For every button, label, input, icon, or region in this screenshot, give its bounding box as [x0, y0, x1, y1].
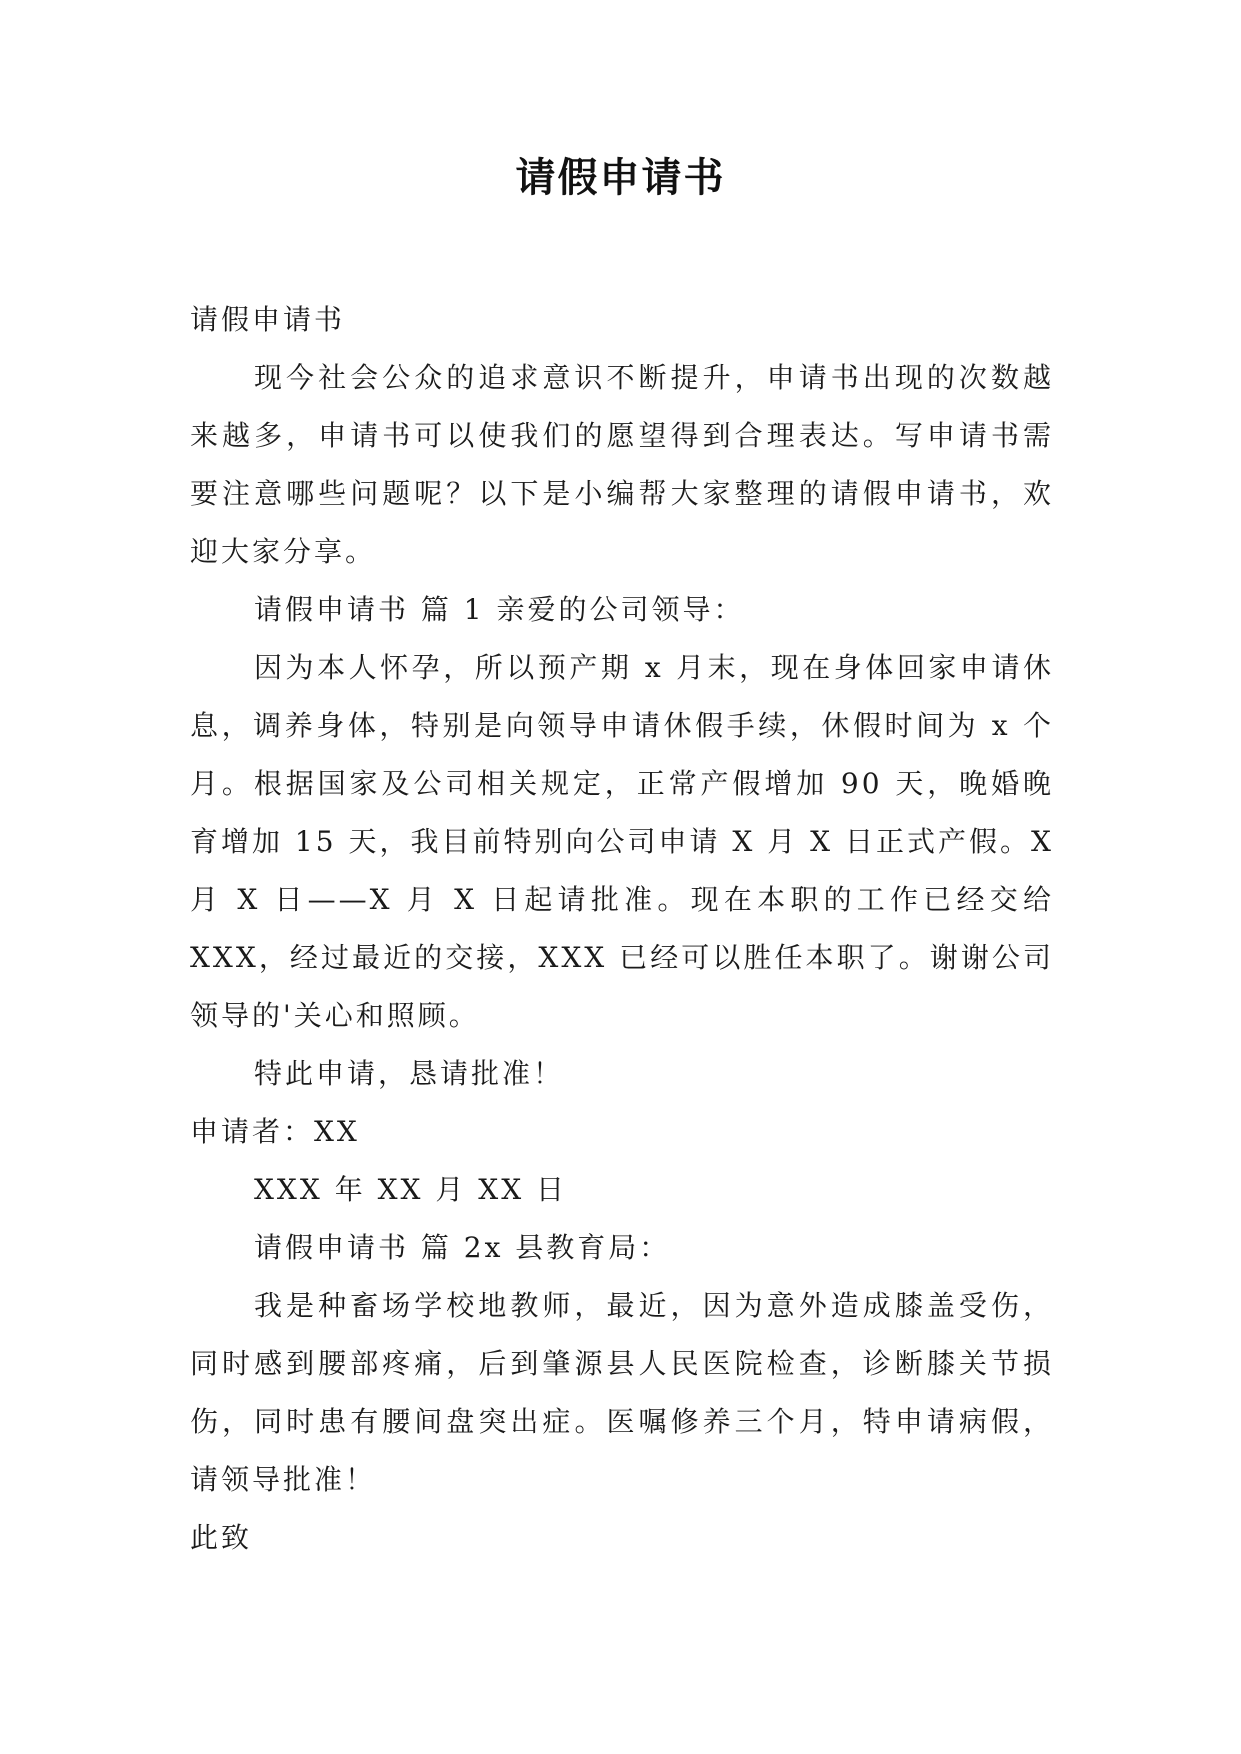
sample2-heading: 请假申请书 篇 2x 县教育局：	[254, 1231, 671, 1264]
body-heading: 请假申请书	[190, 303, 346, 336]
applicant-line: 申请者：XX	[190, 1115, 360, 1148]
sample1-request: 特此申请，恳请批准！	[254, 1057, 565, 1090]
date-line: XXX 年 XX 月 XX 日	[254, 1173, 568, 1206]
sample1-paragraph: 因为本人怀孕，所以预产期 x 月末，现在身体回家申请休息，调养身体，特别是向领导申请休假手续，休假时间为 x 个月。根据国家及公司相关规定，正常产假增加 90 天，晚婚晚育增加 15 天，我目前特别向公司申请 X 月 X 日正式产假。X 月 X 日——X 月 X 日起请批准。现在本职的工作已经交给 XXX，经过最近的交接，XXX 已经可以胜任本职了。谢谢公司领导的'关心和照顾。	[190, 651, 1054, 1032]
sample2-paragraph: 我是种畜场学校地教师，最近，因为意外造成膝盖受伤，同时感到腰部疼痛，后到肇源县人民医院检查，诊断膝关节损伤，同时患有腰间盘突出症。医嘱修养三个月，特申请病假，请领导批准！	[190, 1289, 1054, 1496]
intro-paragraph: 现今社会公众的追求意识不断提升，申请书出现的次数越来越多，申请书可以使我们的愿望得到合理表达。写申请书需要注意哪些问题呢？以下是小编帮大家整理的请假申请书，欢迎大家分享。	[190, 361, 1054, 568]
document-body	[190, 291, 1054, 1567]
sample1-heading: 请假申请书 篇 1 亲爱的公司领导：	[254, 593, 745, 626]
closing-line: 此致	[190, 1521, 253, 1554]
document-title: 请假申请书	[515, 155, 726, 201]
